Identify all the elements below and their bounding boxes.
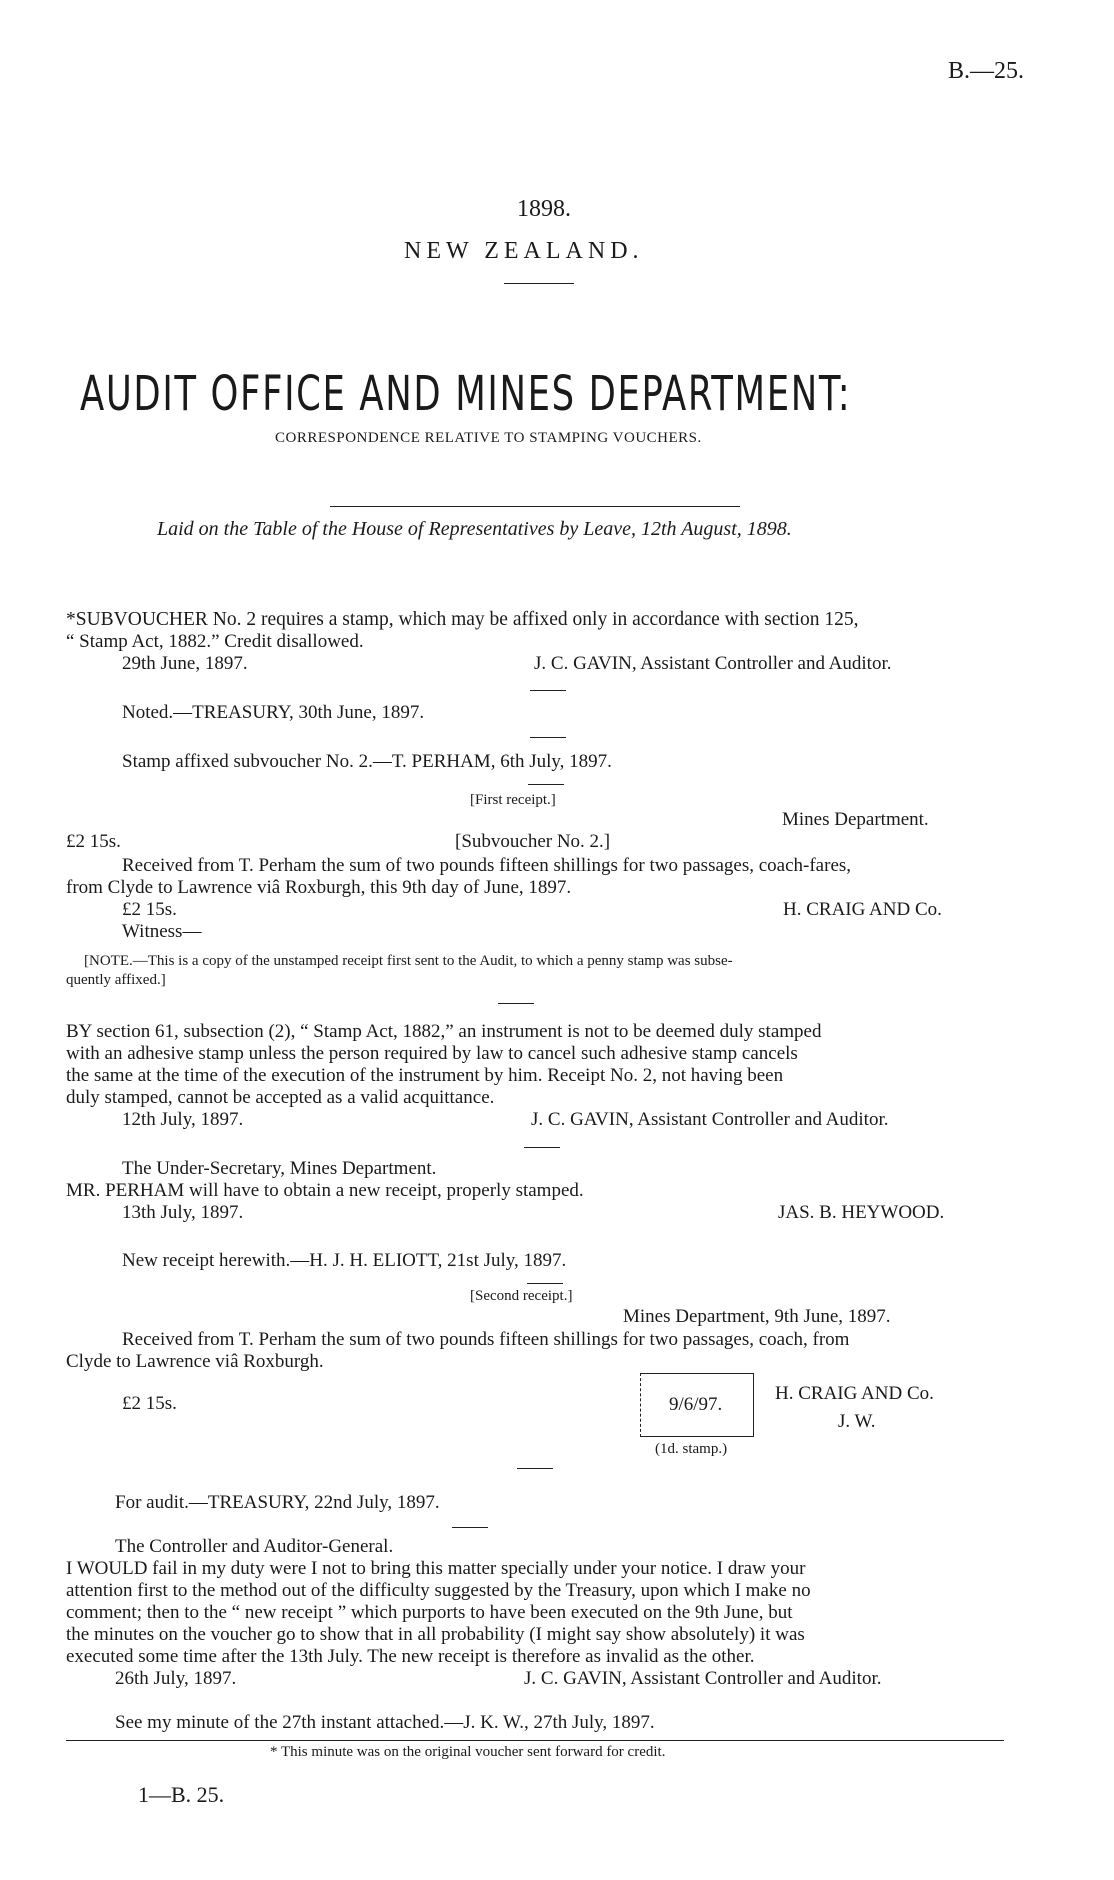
- new-receipt-herewith: New receipt herewith.—H. J. H. ELIOTT, 21st July, 1897.: [122, 1250, 567, 1271]
- rule-2: [530, 737, 566, 738]
- first-receipt-witness: Witness—: [122, 921, 202, 942]
- rule-6: [527, 1283, 563, 1284]
- document-subtitle: CORRESPONDENCE RELATIVE TO STAMPING VOUCHERS.: [275, 430, 702, 446]
- first-receipt-label: [First receipt.]: [470, 792, 556, 808]
- second-receipt-dept: Mines Department, 9th June, 1897.: [623, 1306, 891, 1327]
- note-line-2: quently affixed.]: [66, 972, 166, 988]
- stamp-date: 9/6/97.: [669, 1394, 723, 1415]
- penny-stamp: [640, 1373, 754, 1437]
- controller-line-1: I WOULD fail in my duty were I not to bring this matter specially under your notice. I draw your: [66, 1558, 806, 1579]
- header-rule: [504, 283, 574, 284]
- undersec-body: MR. PERHAM will have to obtain a new receipt, properly stamped.: [66, 1180, 584, 1201]
- section61-line-2: with an adhesive stamp unless the person required by law to cancel such adhesive stamp cancels: [66, 1043, 798, 1064]
- second-receipt-body-1: Received from T. Perham the sum of two pounds fifteen shillings for two passages, coach, from: [122, 1329, 850, 1350]
- controller-line-4: the minutes on the voucher go to show that in all probability (I might say show absolutely) it was: [66, 1624, 805, 1645]
- controller-line-5: executed some time after the 13th July. The new receipt is therefore as invalid as the other.: [66, 1646, 755, 1667]
- second-receipt-body-2: Clyde to Lawrence viâ Roxburgh.: [66, 1351, 324, 1372]
- rule-8: [452, 1527, 488, 1528]
- footer-reference: 1—B. 25.: [138, 1782, 225, 1807]
- document-title: AUDIT OFFICE AND MINES DEPARTMENT:: [80, 366, 852, 422]
- block1-signature: J. C. GAVIN, Assistant Controller and Auditor.: [534, 653, 892, 674]
- subvoucher-line-2: “ Stamp Act, 1882.” Credit disallowed.: [66, 631, 364, 652]
- second-receipt-label: [Second receipt.]: [470, 1288, 573, 1304]
- note-line-1: [NOTE.—This is a copy of the unstamped receipt first sent to the Audit, to which a penny stamp was subse-: [84, 953, 733, 969]
- first-receipt-amount: £2 15s.: [66, 831, 121, 852]
- undersec-addressee: The Under-Secretary, Mines Department.: [122, 1158, 437, 1179]
- for-audit: For audit.—TREASURY, 22nd July, 1897.: [115, 1492, 440, 1513]
- first-receipt-subvoucher: [Subvoucher No. 2.]: [455, 831, 611, 852]
- footnote: * This minute was on the original voucher sent forward for credit.: [270, 1744, 666, 1760]
- rule-7: [517, 1468, 553, 1469]
- noted-treasury: Noted.—TREASURY, 30th June, 1897.: [122, 702, 425, 723]
- block1-date: 29th June, 1897.: [122, 653, 248, 674]
- rule-1: [530, 690, 566, 691]
- section61-line-1: BY section 61, subsection (2), “ Stamp Act, 1882,” an instrument is not to be deemed duly stamped: [66, 1021, 822, 1042]
- section61-line-4: duly stamped, cannot be accepted as a valid acquittance.: [66, 1087, 495, 1108]
- see-minute: See my minute of the 27th instant attached.—J. K. W., 27th July, 1897.: [115, 1712, 655, 1733]
- controller-line-3: comment; then to the “ new receipt ” which purports to have been executed on the 9th June, but: [66, 1602, 793, 1623]
- second-receipt-signer: H. CRAIG AND Co.: [775, 1383, 934, 1404]
- rule-3: [528, 784, 564, 785]
- footnote-rule: [66, 1740, 1004, 1741]
- rule-5: [524, 1147, 560, 1148]
- second-receipt-amount: £2 15s.: [122, 1393, 177, 1414]
- section61-signature: J. C. GAVIN, Assistant Controller and Auditor.: [531, 1109, 889, 1130]
- undersec-signature: JAS. B. HEYWOOD.: [778, 1202, 945, 1223]
- controller-addressee: The Controller and Auditor-General.: [115, 1536, 394, 1557]
- subvoucher-line-1: *SUBVOUCHER No. 2 requires a stamp, which may be affixed only in accordance with section 125,: [66, 609, 859, 630]
- controller-line-2: attention first to the method out of the difficulty suggested by the Treasury, upon which I make no: [66, 1580, 811, 1601]
- controller-date: 26th July, 1897.: [115, 1668, 237, 1689]
- section61-date: 12th July, 1897.: [122, 1109, 244, 1130]
- page-reference: B.—25.: [947, 58, 1024, 84]
- first-receipt-body-1: Received from T. Perham the sum of two pounds fifteen shillings for two passages, coach-fares,: [122, 855, 852, 876]
- title-rule: [330, 506, 740, 507]
- rule-4: [498, 1003, 534, 1004]
- year: 1898.: [517, 196, 571, 222]
- controller-signature: J. C. GAVIN, Assistant Controller and Auditor.: [524, 1668, 882, 1689]
- first-receipt-signer: H. CRAIG AND Co.: [783, 899, 942, 920]
- second-receipt-initials: J. W.: [838, 1411, 876, 1432]
- section61-line-3: the same at the time of the execution of the instrument by him. Receipt No. 2, not having been: [66, 1065, 784, 1086]
- first-receipt-amount-2: £2 15s.: [122, 899, 177, 920]
- stamp-affixed: Stamp affixed subvoucher No. 2.—T. PERHAM, 6th July, 1897.: [122, 751, 612, 772]
- country: NEW ZEALAND.: [404, 238, 644, 264]
- first-receipt-dept: Mines Department.: [782, 809, 929, 830]
- first-receipt-body-2: from Clyde to Lawrence viâ Roxburgh, this 9th day of June, 1897.: [66, 877, 572, 898]
- laid-on-table: Laid on the Table of the House of Representatives by Leave, 12th August, 1898.: [157, 518, 792, 540]
- undersec-date: 13th July, 1897.: [122, 1202, 244, 1223]
- stamp-note: (1d. stamp.): [655, 1441, 728, 1457]
